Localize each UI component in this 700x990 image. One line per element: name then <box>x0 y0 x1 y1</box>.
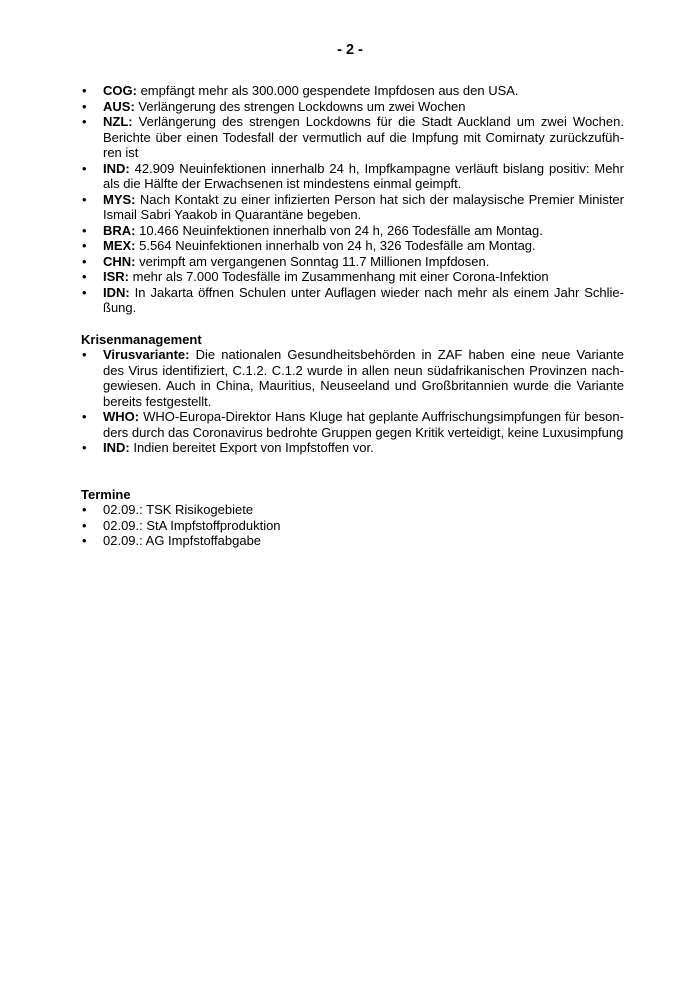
item-text: 10.466 Neuinfektionen innerhalb von 24 h, 266 Todesfälle am Montag. <box>135 222 543 238</box>
list-item <box>81 347 624 409</box>
list-item <box>81 502 624 518</box>
section-heading-termine: Termine <box>81 486 131 502</box>
bullet-icon: • <box>82 83 87 98</box>
list-item <box>81 99 624 115</box>
termine-list <box>81 502 624 549</box>
item-text: empfängt mehr als 300.000 gespendete Impfdosen aus den USA. <box>136 83 519 98</box>
item-text: 42.909 Neuinfektionen innerhalb 24 h, Impfkampagne verläuft bislang positiv: Mehr als die Hälfte der Erwachsenen ist mindestens einmal geimpft. <box>103 160 624 191</box>
country-updates-list <box>81 83 624 316</box>
list-item <box>81 409 624 440</box>
bullet-icon: • <box>82 533 87 548</box>
item-text: WHO-Europa-Direktor Hans Kluge hat geplante Auffrischungsimpfungen für besonders durch das Coronavirus bedrohte Gruppen gegen Kritik verteidigt, keine Luxusimpfung <box>103 409 624 440</box>
list-item <box>81 269 624 285</box>
bullet-icon: • <box>82 284 87 300</box>
list-item <box>81 83 624 99</box>
item-text: verimpft am vergangenen Sonntag 11.7 Millionen Impfdosen. <box>135 253 490 269</box>
bullet-icon: • <box>82 409 87 424</box>
list-item <box>81 518 624 534</box>
item-text: Verlängerung des strengen Lockdowns für die Stadt Auckland um zwei Wochen. Berichte über einen Todesfall der vermutlich auf die Impfung mit Comirnaty zurückzuführen ist <box>103 114 624 160</box>
item-text: 5.564 Neuinfektionen innerhalb von 24 h, 326 Todesfälle am Montag. <box>135 238 536 253</box>
bullet-icon: • <box>82 347 87 362</box>
item-text: 02.09.: TSK Risikogebiete <box>103 502 254 517</box>
list-item <box>81 114 624 161</box>
bullet-icon: • <box>82 502 87 517</box>
country-code: ISR: <box>103 269 129 284</box>
bullet-icon: • <box>82 191 87 207</box>
item-text: 02.09.: StA Impfstoffproduktion <box>103 517 281 533</box>
list-item <box>81 285 624 316</box>
list-item <box>81 440 624 456</box>
bullet-icon: • <box>82 114 87 129</box>
country-code: CHN: <box>103 253 136 269</box>
country-code: IDN: <box>103 284 130 300</box>
list-item <box>81 533 624 549</box>
item-text: Nach Kontakt zu einer infizierten Person hat sich der malaysische Premier Minister Ismail Sabri Yaakob in Quarantäne begeben. <box>103 191 624 222</box>
list-item <box>81 223 624 239</box>
item-text: Indien bereitet Export von Impfstoffen vor. <box>129 440 374 455</box>
list-item <box>81 238 624 254</box>
bullet-icon: • <box>82 517 87 533</box>
item-text: mehr als 7.000 Todesfälle im Zusammenhang mit einer Corona-Infektion <box>129 269 549 284</box>
bullet-icon: • <box>82 238 87 253</box>
country-code: MYS: <box>103 191 136 207</box>
bullet-icon: • <box>82 269 87 284</box>
bullet-icon: • <box>82 253 87 269</box>
document-body <box>81 83 624 549</box>
list-item <box>81 192 624 223</box>
country-code: IND: <box>103 160 130 176</box>
country-code: BRA: <box>103 222 136 238</box>
item-text: 02.09.: AG Impfstoffabgabe <box>103 533 262 548</box>
item-label: WHO: <box>103 409 140 424</box>
krisen-list <box>81 347 624 456</box>
bullet-icon: • <box>82 222 87 238</box>
item-label: IND: <box>103 440 130 455</box>
country-code: COG: <box>103 83 137 98</box>
country-code: NZL: <box>103 114 133 129</box>
bullet-icon: • <box>82 440 87 455</box>
list-item <box>81 161 624 192</box>
item-text: Verlängerung des strengen Lockdowns um zwei Wochen <box>134 98 466 114</box>
item-text: In Jakarta öffnen Schulen unter Auflagen wieder nach mehr als einem Jahr Schließung. <box>103 284 624 315</box>
item-text: Die nationalen Gesundheitsbehörden in ZAF haben eine neue Variante des Virus identifiziert, C.1.2. C.1.2 wurde in allen neun südafrikanischen Provinzen nachgewiesen. Auch in China, Mauritius, Neuseeland und Großbritannien wurde die Variante bereits festgestellt. <box>103 347 624 409</box>
bullet-icon: • <box>82 160 87 176</box>
country-code: MEX: <box>103 238 136 253</box>
section-heading-krisenmanagement: Krisenmanagement <box>81 331 202 347</box>
country-code: AUS: <box>103 98 135 114</box>
page-number: - 2 - <box>337 42 363 58</box>
bullet-icon: • <box>82 98 87 114</box>
item-label: Virusvariante: <box>103 347 190 362</box>
list-item <box>81 254 624 270</box>
